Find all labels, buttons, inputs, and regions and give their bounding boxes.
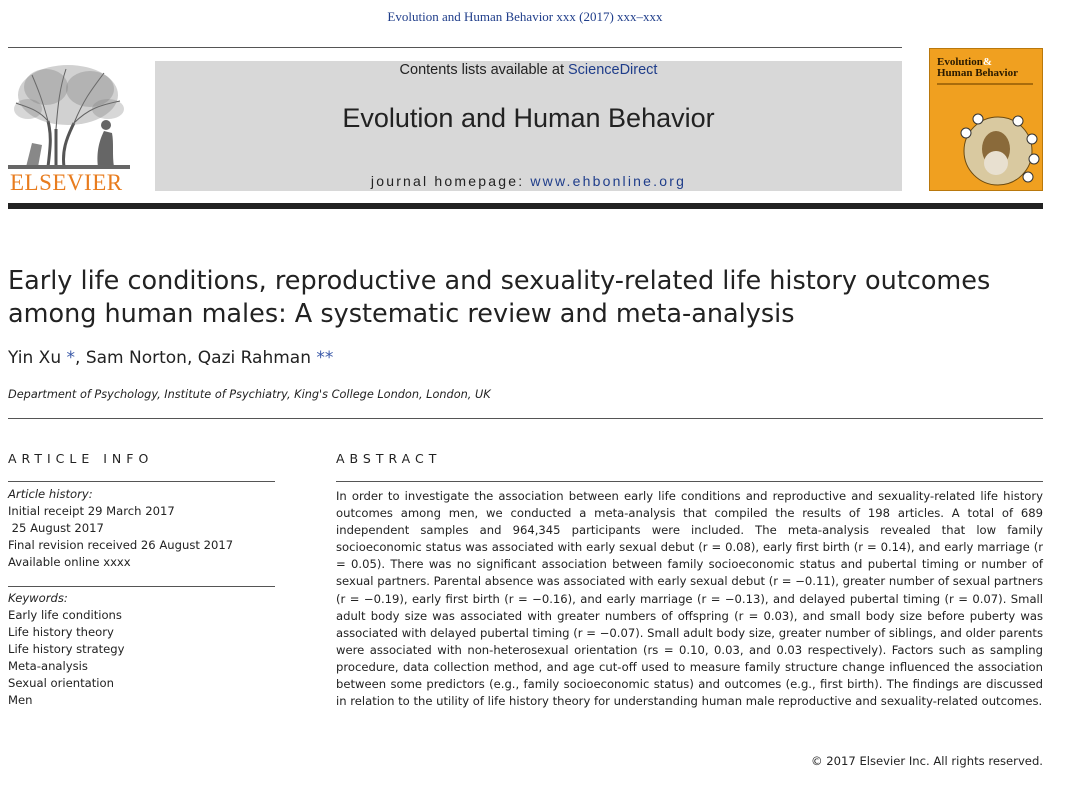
- keyword[interactable]: Life history strategy: [8, 642, 125, 656]
- article-info-heading: ARTICLE INFO: [8, 451, 154, 466]
- keyword[interactable]: Early life conditions: [8, 608, 122, 622]
- author-affiliation: Department of Psychology, Institute of Psychiatry, King's College London, London, UK: [8, 388, 491, 401]
- author-name[interactable]: Yin Xu: [8, 348, 62, 368]
- journal-masthead: [155, 61, 902, 191]
- author-list: Yin Xu *, Sam Norton, Qazi Rahman **: [8, 348, 334, 368]
- journal-homepage: [155, 173, 902, 189]
- journal-reference[interactable]: Evolution and Human Behavior xxx (2017) xxx–xxx: [387, 9, 663, 24]
- homepage-prefix: journal homepage:: [370, 173, 531, 189]
- keywords-rule: [8, 586, 275, 587]
- cover-title: [937, 57, 1041, 79]
- journal-cover-thumbnail[interactable]: [929, 48, 1043, 191]
- keyword[interactable]: Meta-analysis: [8, 659, 88, 673]
- keyword[interactable]: Life history theory: [8, 625, 114, 639]
- cover-title-ampersand: &: [982, 56, 993, 68]
- cover-title-line-1: Evolution: [937, 56, 983, 68]
- article-title: Early life conditions, reproductive and sexuality-related life history outcomes among human males: A systematic review and meta-analysis: [8, 266, 991, 329]
- journal-title: Evolution and Human Behavior: [342, 103, 715, 133]
- cover-subtitle-bar: [937, 83, 1033, 85]
- history-entry: Final revision received 26 August 2017: [8, 538, 234, 552]
- history-entry: 25 August 2017: [8, 521, 104, 535]
- header-rule: [8, 47, 902, 48]
- keyword[interactable]: Sexual orientation: [8, 676, 114, 690]
- keywords-list: [8, 590, 275, 709]
- copyright-notice: © 2017 Elsevier Inc. All rights reserved.: [810, 754, 1043, 768]
- banner-divider: [8, 203, 1043, 209]
- keywords-label: Keywords:: [8, 591, 68, 605]
- author-name[interactable]: Qazi Rahman: [197, 348, 311, 368]
- sciencedirect-link[interactable]: ScienceDirect: [568, 62, 658, 78]
- author-footnote-mark[interactable]: *: [66, 348, 76, 368]
- section-rule: [8, 418, 1043, 419]
- keyword[interactable]: Men: [8, 693, 33, 707]
- abstract-heading: ABSTRACT: [336, 451, 442, 466]
- history-entry: Initial receipt 29 March 2017: [8, 504, 175, 518]
- abstract-rule: [336, 481, 1043, 482]
- history-entry: Available online xxxx: [8, 555, 131, 569]
- cover-title-line-2: Human Behavior: [937, 67, 1018, 79]
- article-info-rule: [8, 481, 275, 482]
- elsevier-wordmark[interactable]: ELSEVIER: [10, 170, 123, 195]
- author-footnote-mark[interactable]: **: [316, 348, 334, 368]
- abstract-text: In order to investigate the association between early life conditions and reproductive and sexuality-related life history outcomes among men, we conducted a meta-analysis that compiled the results of 198 articles. A total of 689 independent samples and 964,345 participants were included. The meta-analysis revealed that low family socioeconomic status was associated with early sexual debut (r = 0.08), early first birth (r = 0.14), and early marriage (r = 0.05). There was no significant association between family socioeconomic status and pubertal timing or number of sexual partners. Parental absence was associated with early sexual debut (r = −0.11), greater number of sexual partners (r = −0.19), early first birth (r = −0.16), and early marriage (r = −0.13), and delayed pubertal timing (r = 0.07). Small adult body size was associated with greater numbers of offspring (r = 0.03), and small body size before puberty was associated with delayed pubertal timing (r = −0.07). Small adult body size, greater number of siblings, and older parents were associated with non-heterosexual orientation (rs = 0.10, 0.03, and 0.03 respectively). Factors such as sampling procedure, data collection method, and age cut-off used to measure family structure change influenced the association between some predictors (e.g., family socioeconomic status) and outcomes (e.g., first birth). The findings are discussed in relation to the utility of life history theory for understanding human male reproductive and sexuality-related outcomes.: [336, 489, 1043, 709]
- article-history-label: Article history:: [8, 487, 93, 501]
- homepage-link[interactable]: www.ehbonline.org: [530, 173, 687, 189]
- contents-prefix: Contents lists available at: [399, 62, 568, 78]
- author-name[interactable]: Sam Norton: [85, 348, 187, 368]
- article-history: [8, 486, 275, 571]
- cover-portrait-icon: [958, 111, 1040, 189]
- contents-availability: [155, 62, 902, 78]
